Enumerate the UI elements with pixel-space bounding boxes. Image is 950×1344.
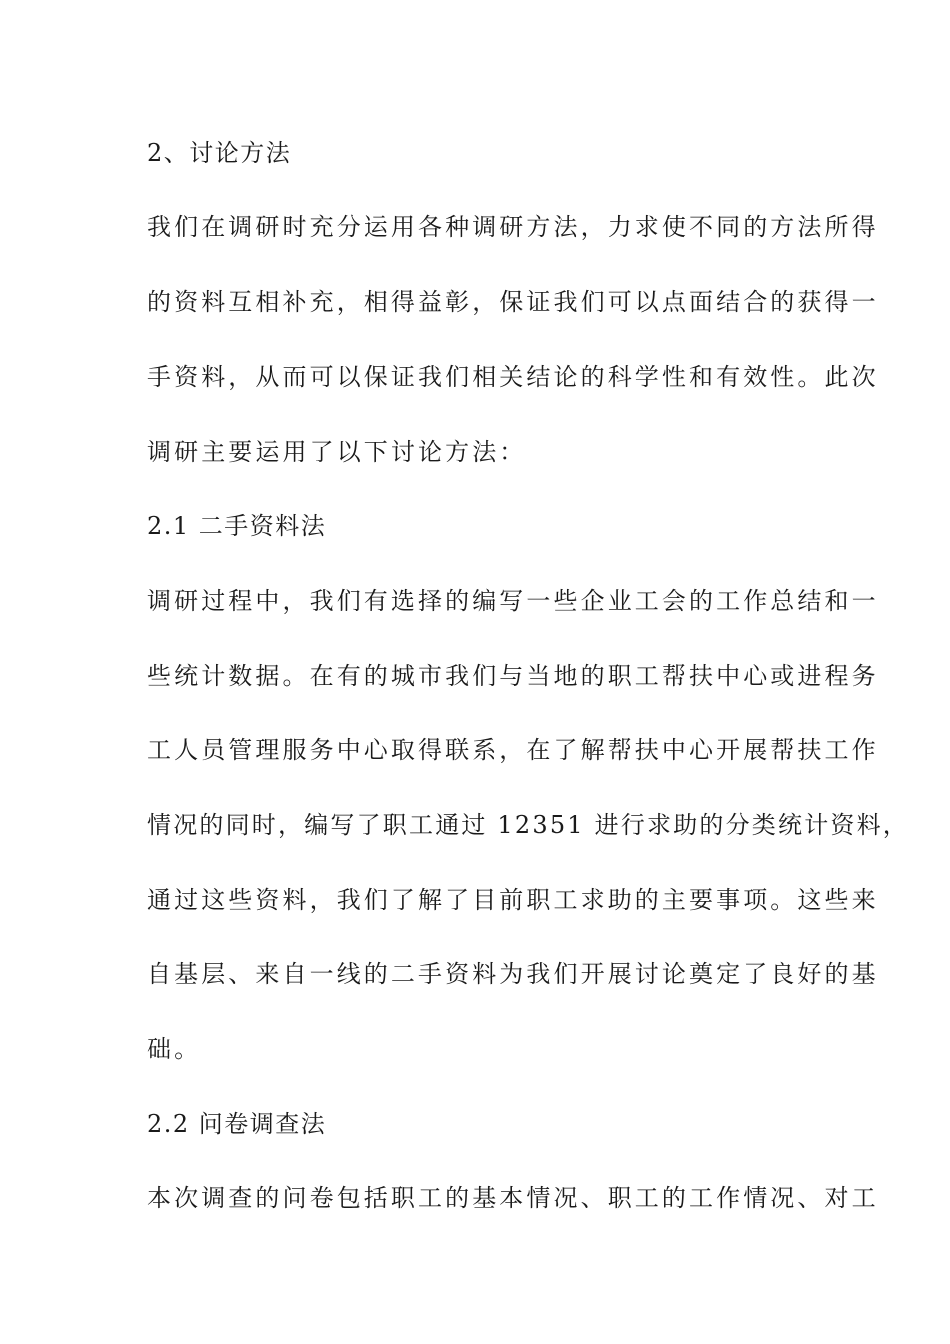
- paragraph-line: 些统计数据。在有的城市我们与当地的职工帮扶中心或进程务: [147, 662, 879, 690]
- paragraph-line: 工人员管理服务中心取得联系，在了解帮扶中心开展帮扶工作: [147, 736, 879, 764]
- paragraph-line: 本次调查的问卷包括职工的基本情况、职工的工作情况、对工: [147, 1184, 879, 1212]
- paragraph-line: 础。: [147, 1035, 202, 1063]
- section-heading-discussion-methods: 2、讨论方法: [147, 139, 292, 167]
- subsection-heading-questionnaire: 2.2 问卷调查法: [147, 1110, 327, 1138]
- paragraph-line: 自基层、来自一线的二手资料为我们开展讨论奠定了良好的基: [147, 960, 879, 988]
- paragraph-line: 的资料互相补充，相得益彰，保证我们可以点面结合的获得一: [147, 288, 879, 316]
- paragraph-line: 通过这些资料，我们了解了目前职工求助的主要事项。这些来: [147, 886, 879, 914]
- paragraph-line: 情况的同时，编写了职工通过 12351 进行求助的分类统计资料，: [147, 811, 910, 839]
- subsection-heading-secondary-data: 2.1 二手资料法: [147, 512, 327, 540]
- paragraph-line: 手资料，从而可以保证我们相关结论的科学性和有效性。此次: [147, 363, 879, 391]
- paragraph-line: 调研过程中，我们有选择的编写一些企业工会的工作总结和一: [147, 587, 879, 615]
- paragraph-line: 调研主要运用了以下讨论方法：: [147, 438, 527, 466]
- paragraph-line: 我们在调研时充分运用各种调研方法，力求使不同的方法所得: [147, 213, 879, 241]
